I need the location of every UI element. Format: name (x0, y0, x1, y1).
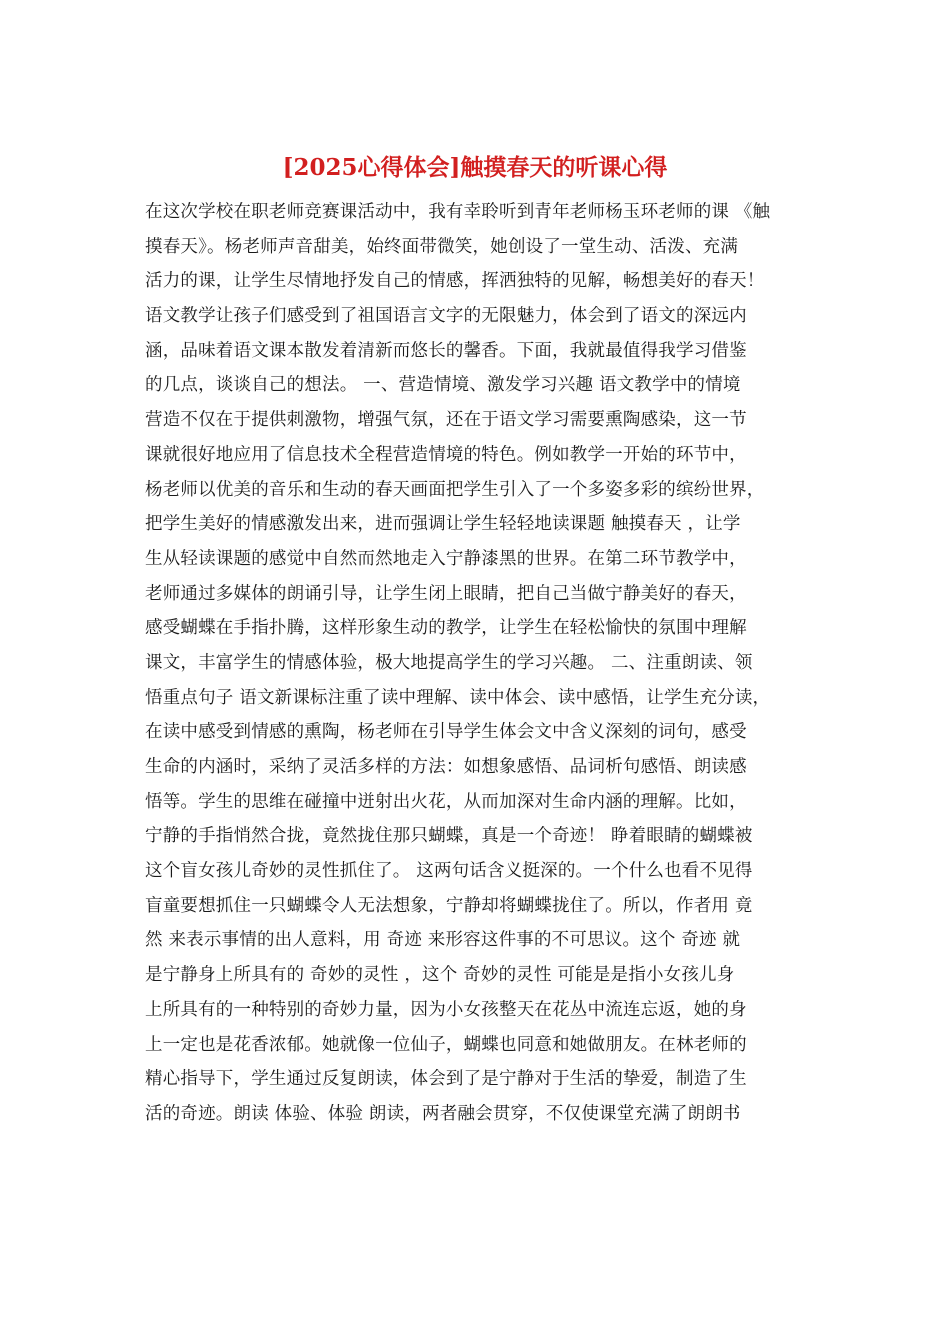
body-line: 盲童要想抓住一只蝴蝶令人无法想象，宁静却将蝴蝶拢住了。所以，作者用 竟 (145, 895, 753, 916)
body-line: 活的奇迹。朗读 体验、体验 朗读，两者融会贯穿，不仅使课堂充满了朗朗书 (145, 1103, 741, 1124)
body-line: 语文教学让孩子们感受到了祖国语言文字的无限魅力，体会到了语文的深远内 (145, 306, 747, 327)
body-line: 老师通过多媒体的朗诵引导，让学生闭上眼睛，把自己当做宁静美好的春天， (145, 583, 747, 604)
body-line: 然 来表示事情的出人意料，用 奇迹 来形容这件事的不可思议。这个 奇迹 就 (145, 930, 741, 951)
body-line: 上一定也是花香浓郁。她就像一位仙子，蝴蝶也同意和她做朋友。在林老师的 (145, 1034, 747, 1055)
body-line: 活力的课，让学生尽情地抒发自己的情感，挥洒独特的见解，畅想美好的春天！ (145, 271, 765, 292)
body-line: 在读中感受到情感的熏陶，杨老师在引导学生体会文中含义深刻的词句，感受 (145, 722, 747, 743)
body-line: 是宁静身上所具有的 奇妙的灵性 ，这个 奇妙的灵性 可能是是指小女孩儿身 (145, 965, 735, 986)
body-line: 宁静的手指悄然合拢，竟然拢住那只蝴蝶，真是一个奇迹！ 睁着眼睛的蝴蝶被 (145, 826, 753, 847)
body-line: 的几点，谈谈自己的想法。 一、营造情境、激发学习兴趣 语文教学中的情境 (145, 375, 741, 396)
body-line: 杨老师以优美的音乐和生动的春天画面把学生引入了一个多姿多彩的缤纷世界， (145, 479, 765, 500)
document-title: [2025心得体会]触摸春天的听课心得 (282, 154, 668, 181)
body-line: 这个盲女孩儿奇妙的灵性抓住了。 这两句话含义挺深的。一个什么也看不见得 (145, 861, 753, 882)
body-line: 悟重点句子 语文新课标注重了读中理解、读中体会、读中感悟，让学生充分读， (145, 687, 771, 708)
body-line: 生从轻读课题的感觉中自然而然地走入宁静漆黑的世界。在第二环节教学中， (145, 548, 747, 569)
body-line: 摸春天》。杨老师声音甜美，始终面带微笑，她创设了一堂生动、活泼、充满 (145, 236, 739, 257)
body-line: 课就很好地应用了信息技术全程营造情境的特色。例如教学一开始的环节中， (145, 444, 747, 465)
body-line: 生命的内涵时，采纳了灵活多样的方法：如想象感悟、品词析句感悟、朗读感 (145, 757, 747, 777)
body-line: 把学生美好的情感激发出来，进而强调让学生轻轻地读课题 触摸春天 ，让学 (145, 514, 741, 535)
body-line: 涵，品味着语文课本散发着清新而悠长的馨香。下面，我就最值得我学习借鉴 (145, 340, 747, 361)
body-line: 悟等。学生的思维在碰撞中迸射出火花，从而加深对生命内涵的理解。比如， (145, 791, 747, 812)
body-line: 营造不仅在于提供刺激物，增强气氛，还在于语文学习需要熏陶感染，这一节 (145, 410, 747, 431)
body-line: 感受蝴蝶在手指扑腾，这样形象生动的教学，让学生在轻松愉快的氛围中理解 (145, 618, 747, 639)
body-line: 课文，丰富学生的情感体验，极大地提高学生的学习兴趣。 二、注重朗读、领 (145, 652, 753, 673)
body-line: 上所具有的一种特别的奇妙力量，因为小女孩整天在花丛中流连忘返，她的身 (145, 999, 747, 1020)
body-line: 在这次学校在职老师竞赛课活动中，我有幸聆听到青年老师杨玉环老师的课 《触 (145, 202, 771, 222)
document-body (145, 195, 845, 1132)
body-line: 精心指导下，学生通过反复朗读，体会到了是宁静对于生活的挚爱，制造了生 (145, 1069, 747, 1090)
